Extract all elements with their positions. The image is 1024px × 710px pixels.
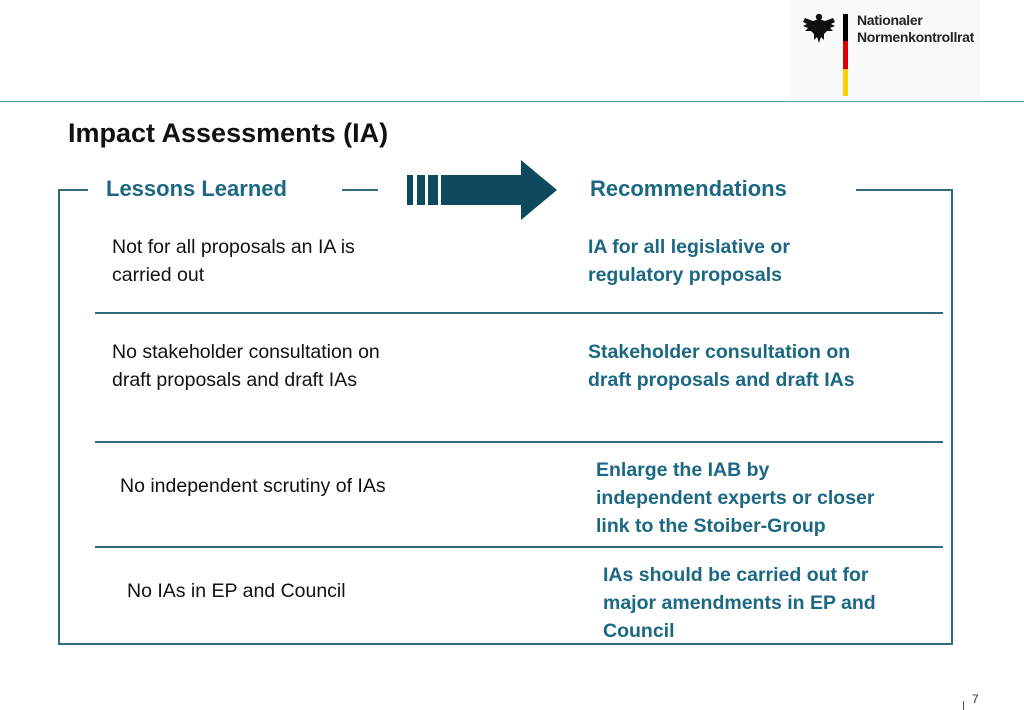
frame-top-right xyxy=(856,189,953,191)
recommendation-line: link to the Stoiber-Group xyxy=(596,515,826,537)
lessons-learned-heading: Lessons Learned xyxy=(106,176,287,201)
recommendation-line: independent experts or closer xyxy=(596,487,875,509)
organization-name xyxy=(857,12,974,46)
frame-right xyxy=(951,189,953,645)
row-divider-2 xyxy=(95,441,943,443)
recommendation-item xyxy=(588,233,790,289)
recommendation-line: Council xyxy=(603,620,675,642)
lesson-item xyxy=(112,233,355,289)
frame-top-mid xyxy=(342,189,378,191)
lesson-item xyxy=(120,472,386,500)
german-flag-stripe xyxy=(843,14,848,96)
lesson-line: carried out xyxy=(112,264,205,286)
org-name-line2: Normenkontrollrat xyxy=(857,29,975,45)
recommendation-line: Stakeholder consultation on xyxy=(588,341,851,363)
lesson-line: No independent scrutiny of IAs xyxy=(120,475,386,497)
right-arrow-icon xyxy=(405,158,560,222)
row-divider-3 xyxy=(95,546,943,548)
recommendation-item xyxy=(588,338,855,394)
recommendation-line: draft proposals and draft IAs xyxy=(588,369,855,391)
frame-left xyxy=(58,189,60,645)
federal-eagle-icon xyxy=(802,10,836,44)
lesson-line: No stakeholder consultation on xyxy=(112,341,380,363)
recommendation-line: IAs should be carried out for xyxy=(603,564,869,586)
recommendation-line: Enlarge the IAB by xyxy=(596,459,770,481)
recommendation-item xyxy=(603,561,876,645)
recommendations-heading: Recommendations xyxy=(590,176,787,201)
lesson-item xyxy=(112,338,380,394)
recommendation-line: IA for all legislative or xyxy=(588,236,790,258)
row-divider-1 xyxy=(95,312,943,314)
lesson-line: Not for all proposals an IA is xyxy=(112,236,355,258)
recommendation-line: regulatory proposals xyxy=(588,264,782,286)
slide-title: Impact Assessments (IA) xyxy=(68,118,389,148)
recommendation-item xyxy=(596,456,875,540)
org-name-line1: Nationaler xyxy=(857,12,923,28)
lesson-line: draft proposals and draft IAs xyxy=(112,369,357,391)
lesson-line: No IAs in EP and Council xyxy=(127,580,346,602)
frame-top-left xyxy=(58,189,88,191)
page-number: 7 xyxy=(972,692,979,706)
recommendation-line: major amendments in EP and xyxy=(603,592,876,614)
lesson-item xyxy=(127,577,346,605)
header-divider xyxy=(0,101,1024,102)
